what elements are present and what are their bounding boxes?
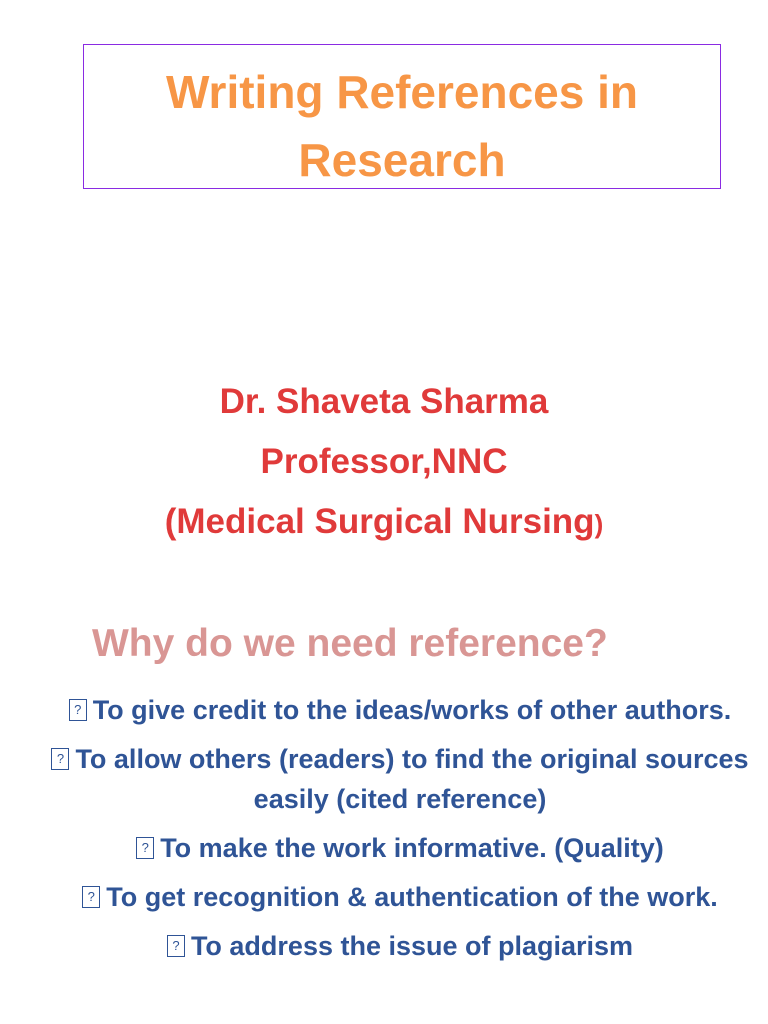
section-heading: Why do we need reference? <box>92 622 608 665</box>
author-department-close: ) <box>594 509 604 539</box>
author-department-text: (Medical Surgical Nursing <box>164 502 595 541</box>
author-department <box>0 492 768 554</box>
author-name: Dr. Shaveta Sharma <box>219 382 549 421</box>
list-item <box>50 828 750 868</box>
missing-glyph-box-icon <box>136 837 154 859</box>
title-line-2: Research <box>298 134 506 186</box>
reason-text: To address the issue of plagiarism <box>190 931 634 961</box>
title-line-1: Writing References in <box>165 66 639 118</box>
reasons-list <box>50 690 750 975</box>
author-block <box>0 372 768 554</box>
list-item <box>50 690 750 730</box>
reason-text: To get recognition & authentication of the work. <box>106 882 718 912</box>
list-item <box>50 739 750 819</box>
list-item <box>50 877 750 917</box>
reason-text: To allow others (readers) to find the original sources easily (cited reference) <box>75 744 749 814</box>
missing-glyph-box-icon <box>51 748 69 770</box>
missing-glyph-box-icon <box>82 886 100 908</box>
missing-glyph-box-icon <box>167 935 185 957</box>
reason-text: To make the work informative. (Quality) <box>160 833 664 863</box>
document-title <box>83 58 721 194</box>
reason-text: To give credit to the ideas/works of other authors. <box>92 695 732 725</box>
list-item <box>50 926 750 966</box>
missing-glyph-box-icon <box>69 699 87 721</box>
author-position: Professor,NNC <box>260 442 508 481</box>
